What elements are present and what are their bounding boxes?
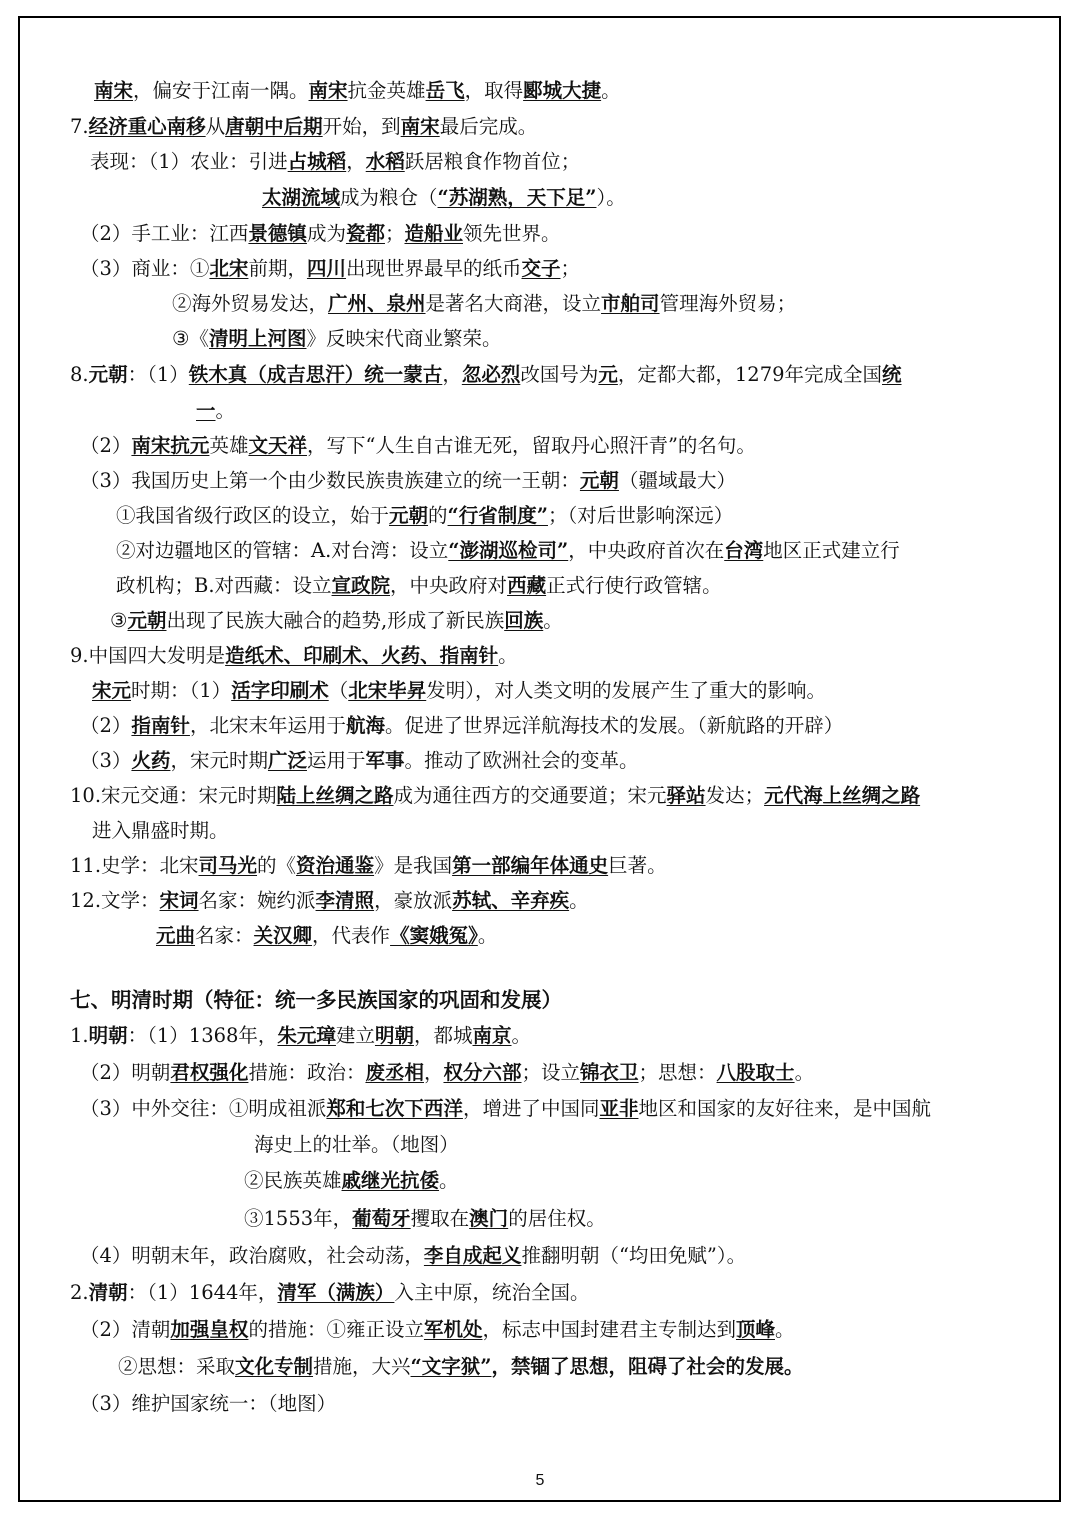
key-term: 清军（满族） [277,1281,395,1304]
text-segment: 抗金英雄 [347,79,426,102]
key-term: 文天祥 [248,434,307,457]
key-term: 顶峰 [735,1318,775,1341]
key-term: 景德镇 [248,222,307,245]
text-segment: 攫取在 [410,1207,470,1230]
text-segment: （4）明朝末年，政治腐败，社会动荡， [80,1244,424,1267]
text-segment: ③1553年， [244,1207,353,1230]
bold-text: 军事 [365,749,405,772]
text-line [90,147,580,177]
key-term: 文化专制 [235,1355,314,1378]
key-term: 忽必烈 [461,363,521,386]
key-term: 郾城大捷 [523,79,602,102]
key-term: 南宋 [400,115,440,138]
text-segment: 正式行使行政管辖。 [546,574,722,597]
key-term: 废丞相 [365,1061,424,1084]
text-line [244,1166,459,1196]
key-term: 元朝 [127,609,167,632]
text-segment: 。促进了世界远洋航海技术的发展。（新航路的开辟） [384,714,844,737]
text-line [70,886,589,916]
text-line [70,360,902,390]
text-segment: 的《 [257,854,297,877]
key-term: 宋词 [159,889,199,912]
key-term: 回族 [504,609,544,632]
key-term: 经济重心南移 [88,115,206,138]
text-segment: 跃居粮食作物首位； [404,150,581,173]
key-term: 元朝 [579,469,619,492]
text-segment: （3）商业：① [80,257,210,280]
text-segment: ①我国省级行政区的设立，始于 [116,504,390,527]
text-segment: 12.文学： [70,889,160,912]
text-line [116,501,733,531]
text-segment: ，豪放派 [374,889,453,912]
key-term: 关汉卿 [253,924,313,947]
bold-text: 明朝 [88,1024,128,1047]
text-segment: 入主中原，统治全国。 [394,1281,590,1304]
key-term: 澳门 [469,1207,509,1230]
text-segment: ，宋元时期 [170,749,268,772]
key-term: 南京 [472,1024,512,1047]
key-term: 广州、泉州 [328,292,426,315]
text-segment: ：（1）1644年， [127,1281,278,1304]
text-segment: 7. [70,115,89,138]
text-segment: 的措施：①雍正设立 [248,1318,424,1341]
key-term: 指南针 [131,714,190,737]
key-term: 司马光 [198,854,258,877]
text-line [172,324,502,354]
key-term: 君权强化 [170,1061,249,1084]
text-segment: ：（1）1368年， [127,1024,278,1047]
text-segment: （2） [80,434,132,457]
text-segment: 是著名大商港，设立 [425,292,602,315]
text-line [70,851,667,881]
bold-text: 航海 [345,714,385,737]
key-term: “澎湖巡检司” [448,539,569,562]
page-number: 5 [535,1472,545,1489]
key-term: 《窦娥冤》 [390,924,478,947]
key-term: 南宋 [94,79,134,102]
text-segment: ； [384,222,405,245]
text-segment: 1. [70,1024,89,1047]
key-term: 李清照 [315,889,375,912]
text-segment: ，写下“人生自古谁无死，留取丹心照汗青”的名句。 [306,434,756,457]
text-line [262,183,626,213]
text-segment: 推翻明朝（“均田免赋”）。 [521,1244,747,1267]
text-segment: 政机构；B.对西藏：设立 [116,574,332,597]
key-term: 活字印刷术 [231,679,329,702]
text-segment: 表现：（1）农业：引进 [90,150,288,173]
key-term: 资治通鉴 [296,854,375,877]
key-term: 元代海上丝绸之路 [764,784,921,807]
text-segment: 领先世界。 [463,222,561,245]
key-term: 南宋 [308,79,348,102]
text-segment: 名家： [195,924,254,947]
text-segment: ，都城 [413,1024,473,1047]
text-segment: ，代表作 [312,924,391,947]
text-segment: ，取得 [464,79,524,102]
text-segment: 建立 [335,1024,375,1047]
text-segment: 地区和国家的友好往来，是中国航 [638,1097,931,1120]
text-segment: 最后完成。 [439,115,538,138]
key-term: 元曲 [156,924,196,947]
text-line [80,1315,795,1345]
text-segment: 改国号为 [520,363,599,386]
text-segment: 。 [543,609,563,632]
text-line [80,1389,336,1419]
text-line [70,112,537,142]
text-segment: 。 [477,924,498,947]
text-line [172,289,796,319]
key-term: 清明上河图 [208,327,307,350]
key-term: “苏湖熟，天下足” [437,186,597,209]
text-segment: ；思想： [638,1061,717,1084]
text-segment: 措施，大兴 [313,1355,411,1378]
text-segment: 10.宋元交通：宋元时期 [70,784,277,807]
key-term: 岳飞 [425,79,465,102]
text-line [70,781,920,811]
text-line [196,396,235,426]
section-title [70,985,562,1016]
text-line [118,1352,804,1382]
text-segment: 七、明清时期（特征：统一多民族国家的巩固和发展） [70,988,562,1012]
key-term: 统 [882,363,902,386]
key-term: 瓷都 [345,222,385,245]
text-segment: 地区正式建立行 [763,539,900,562]
text-line [92,816,229,846]
text-segment: ，定都大都，1279年完成全国 [617,363,883,386]
text-segment: 》反映宋代商业繁荣。 [306,327,502,350]
text-segment: 。 [498,644,518,667]
key-term: 太湖流域 [262,186,341,209]
key-term: 北宋 [209,257,249,280]
key-term: 苏轼、辛弃疾 [452,889,570,912]
text-segment: 发明），对人类文明的发展产生了重大的影响。 [426,679,826,702]
text-segment: ③ [110,609,128,632]
key-term: 元 [598,363,618,386]
text-segment: ； [560,257,581,280]
key-term: 一 [196,399,216,422]
text-segment: 成为通往西方的交通要道；宋元 [393,784,667,807]
key-term: 铁木真（成吉思汗）统一蒙古 [188,363,443,386]
key-term: 元朝 [389,504,429,527]
key-term: 北宋毕昇 [348,679,427,702]
text-segment: 。推动了欧洲社会的变革。 [404,749,639,772]
text-segment: ， [442,363,462,386]
key-term: 造纸术、印刷术、火药、指南针 [225,644,499,667]
text-segment: ②海外贸易发达， [172,292,329,315]
text-line [80,1058,814,1088]
text-line [80,1094,931,1124]
text-segment: 的 [428,504,448,527]
text-segment: （3）中外交往：①明成祖派 [80,1097,327,1120]
text-line [80,746,639,776]
text-segment: 措施：政治： [248,1061,366,1084]
text-segment: 从 [205,115,226,138]
text-segment: 出现世界最早的纸币 [345,257,522,280]
text-segment: 时期：（1） [131,679,232,702]
text-line [94,76,621,106]
text-segment: ，北宋末年运用于 [189,714,346,737]
text-line [254,1130,459,1160]
text-segment: 》是我国 [374,854,453,877]
text-segment: ，增进了中国同 [462,1097,600,1120]
text-segment: 2. [70,1281,89,1304]
key-term: 四川 [306,257,346,280]
text-segment: 。 [439,1169,459,1192]
text-segment: 。 [569,889,589,912]
key-term: 驿站 [666,784,706,807]
text-line [70,1278,589,1308]
text-segment: ，偏安于江南一隅。 [133,79,309,102]
text-line [80,431,756,461]
text-segment: 出现了民族大融合的趋势,形成了新民族 [166,609,505,632]
key-term: 八股取士 [716,1061,795,1084]
text-segment: 9.中国四大发明是 [70,644,226,667]
text-segment: 运用于 [306,749,366,772]
text-segment: ，中央政府首次在 [568,539,725,562]
text-segment: 英雄 [209,434,249,457]
key-term: 锦衣卫 [580,1061,639,1084]
text-segment: （2）明朝 [80,1061,171,1084]
bold-text: ，禁锢了思想，阻碍了社会的发展。 [491,1355,804,1378]
key-term: 造船业 [404,222,463,245]
text-segment: 。 [511,1024,532,1047]
text-segment: 发达； [705,784,765,807]
key-term: “行省制度” [447,504,548,527]
key-term: 宋元 [92,679,132,702]
text-line [80,466,736,496]
bold-text: 清朝 [88,1281,128,1304]
text-segment: ；设立 [521,1061,581,1084]
key-term: 市舶司 [601,292,660,315]
text-segment: 。 [794,1061,815,1084]
text-segment: ， [346,150,366,173]
key-term: 军机处 [423,1318,483,1341]
text-segment: 前期， [248,257,307,280]
text-segment: 成为粮仓（ [340,186,438,209]
text-line [80,711,843,741]
text-line [70,641,518,671]
text-segment: ， [423,1061,444,1084]
key-term: 水稻 [365,150,405,173]
text-segment: 进入鼎盛时期。 [92,819,229,842]
text-segment: 海史上的壮举。（地图） [254,1133,459,1156]
text-segment: 开始，到 [322,115,401,138]
key-term: 加强皇权 [170,1318,249,1341]
key-term: 西藏 [507,574,547,597]
key-term: 交子 [521,257,561,280]
text-segment: （2） [80,714,132,737]
text-segment: 成为 [306,222,346,245]
text-segment: （ [328,679,349,702]
key-term: 明朝 [374,1024,414,1047]
text-segment: ）。 [596,186,626,209]
text-segment: ：（1） [127,363,189,386]
key-term: 戚继光抗倭 [341,1169,440,1192]
key-term: 陆上丝绸之路 [276,784,394,807]
key-term: 李自成起义 [423,1244,522,1267]
bold-text: 元朝 [88,363,128,386]
key-term: 葡萄牙 [352,1207,411,1230]
text-segment: ②对边疆地区的管辖：A.对台湾：设立 [116,539,449,562]
text-line [156,921,497,951]
text-segment: （2）手工业：江西 [80,222,249,245]
key-term: “文字狱” [410,1355,492,1378]
key-term: 宣政院 [331,574,391,597]
key-term: 郑和七次下西洋 [326,1097,463,1120]
text-line [70,1021,531,1051]
text-segment: ②民族英雄 [244,1169,342,1192]
text-segment: 。 [601,79,621,102]
text-line [116,571,722,601]
key-term: 第一部编年体通史 [452,854,609,877]
text-line [80,1241,746,1271]
text-segment: 的居住权。 [508,1207,606,1230]
text-segment: 11.史学：北宋 [70,854,199,877]
text-segment: （3） [80,749,132,772]
text-line [110,606,563,636]
text-line [116,536,900,566]
key-term: 台湾 [724,539,764,562]
key-term: 亚非 [599,1097,639,1120]
text-line [80,219,561,249]
text-segment: ，中央政府对 [390,574,508,597]
text-segment: （2）清朝 [80,1318,171,1341]
key-term: 权分六部 [443,1061,522,1084]
text-segment: 。 [215,399,236,422]
text-segment: （3）维护国家统一：（地图） [80,1392,337,1415]
key-term: 唐朝中后期 [225,115,323,138]
key-term: 朱元璋 [277,1024,336,1047]
text-segment: 巨著。 [608,854,667,877]
text-segment: ；（对后世影响深远） [547,504,734,527]
text-segment: 管理海外贸易； [659,292,797,315]
text-segment: ②思想：采取 [118,1355,236,1378]
text-segment: （3）我国历史上第一个由少数民族贵族建立的统一王朝： [80,469,580,492]
text-segment: 8. [70,363,89,386]
text-segment: ③《 [172,327,209,350]
text-line [244,1204,606,1234]
text-line [80,254,580,284]
key-term: 南宋抗元 [131,434,210,457]
text-line [92,676,826,706]
key-term: 占城稻 [287,150,347,173]
text-segment: （疆域最大） [618,469,736,492]
key-term: 广泛 [267,749,307,772]
text-segment: ，标志中国封建君主专制达到 [482,1318,736,1341]
text-segment: 名家：婉约派 [198,889,316,912]
key-term: 火药 [131,749,171,772]
text-segment: 。 [775,1318,795,1341]
